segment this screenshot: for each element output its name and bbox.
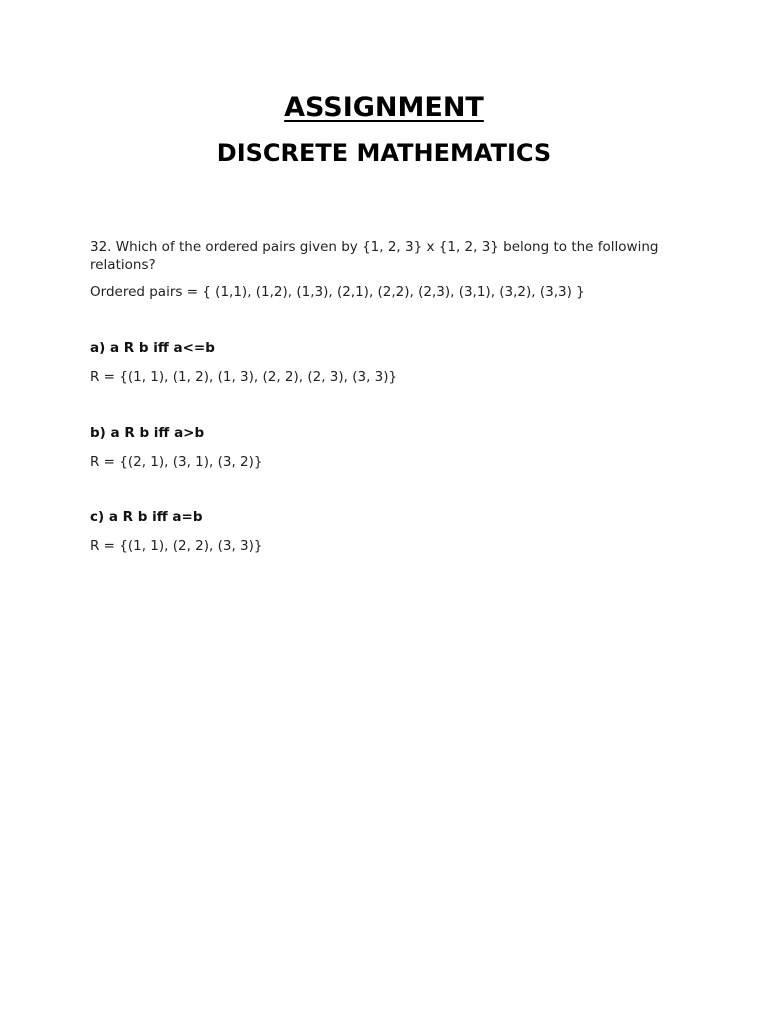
part-a-heading: a) a R b iff a<=b (90, 340, 215, 356)
ordered-pairs-text: Ordered pairs = { (1,1), (1,2), (1,3), (2,1), (2,2), (2,3), (3,1), (3,2), (3,3) } (90, 284, 585, 300)
document-title: ASSIGNMENT (284, 92, 484, 123)
part-c-relation: R = {(1, 1), (2, 2), (3, 3)} (90, 538, 263, 554)
part-b-heading: b) a R b iff a>b (90, 425, 205, 441)
part-c-heading: c) a R b iff a=b (90, 509, 203, 525)
document-subtitle: DISCRETE MATHEMATICS (216, 139, 552, 167)
part-b-relation: R = {(2, 1), (3, 1), (3, 2)} (90, 454, 263, 470)
question-text: 32. Which of the ordered pairs given by {1, 2, 3} x {1, 2, 3} belong to the following relations? (90, 239, 659, 273)
part-a-relation: R = {(1, 1), (1, 2), (1, 3), (2, 2), (2, 3), (3, 3)} (90, 369, 398, 385)
